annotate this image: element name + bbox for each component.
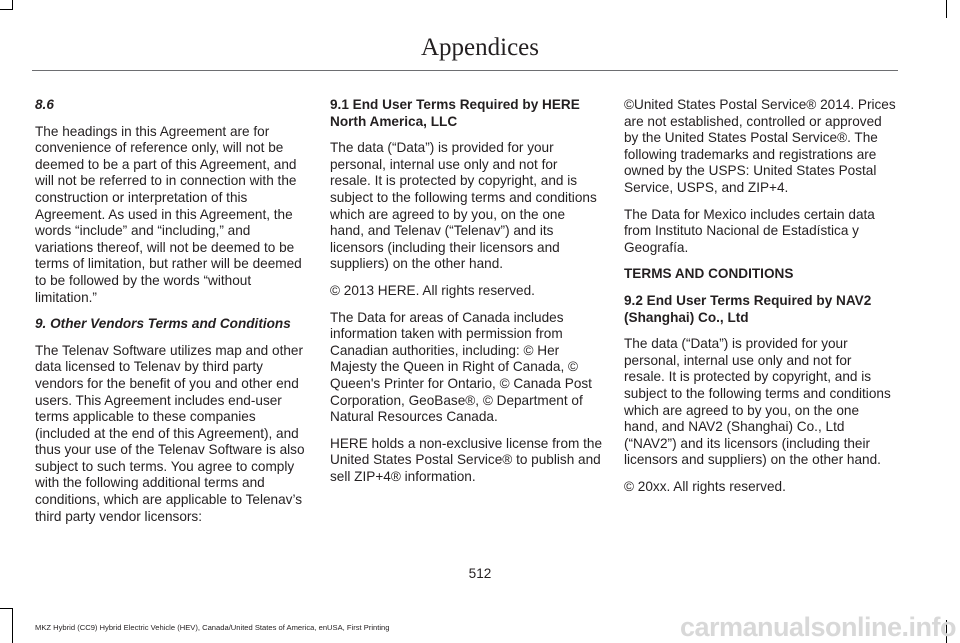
section-heading: 8.6	[35, 97, 54, 112]
text-column-2	[330, 97, 602, 495]
crop-mark-bottom-left-h	[0, 608, 13, 609]
paragraph: ©United States Postal Service® 2014. Prices are not established, controlled or approved by the United States Postal Service®. The following trademarks and registrations are owned by the USPS: United States Postal Service, USPS, and ZIP+4.	[624, 97, 896, 195]
paragraph: The headings in this Agreement are for convenience of reference only, will not be deemed to be a part of this Agreement, and will not be referred to in connection with the construction or interpretation of this Agreement. As used in this Agreement, the words “include” and “including,” and variations thereof, will not be deemed to be terms of limitation, but rather will be deemed to be followed by the words “without limitation.”	[35, 123, 302, 305]
paragraph: The Data for Mexico includes certain data from Instituto Nacional de Estadística y Geografía.	[624, 206, 875, 255]
section-heading: 9.2 End User Terms Required by NAV2 (Shanghai) Co., Ltd	[624, 292, 872, 325]
crop-mark-top-right-v	[946, 0, 947, 18]
footer-text: MKZ Hybrid (CC9) Hybrid Electric Vehicle (HEV), Canada/United States of America, enUSA, First Printing	[35, 623, 390, 632]
page-number: 512	[468, 566, 492, 581]
section-heading: 9.1 End User Terms Required by HERE North America, LLC	[330, 97, 580, 129]
paragraph: © 20xx. All rights reserved.	[624, 478, 786, 494]
paragraph: The Data for areas of Canada includes information taken with permission from Canadian authorities, including: © Her Majesty the Queen in Right of Canada, © Queen's Printer for Ontario, © Canada Post Corporation, GeoBase®, © Department of Natural Resources Canada.	[330, 309, 592, 425]
crop-mark-top-left-v	[12, 0, 13, 10]
section-heading: 9. Other Vendors Terms and Conditions	[35, 316, 291, 332]
paragraph: The data (“Data”) is provided for your personal, internal use only and not for resale. It is protected by copyright, and is subject to the following terms and conditions which are agreed to by you, on the one hand, and NAV2 (Shanghai) Co., Ltd (“NAV2”) and its licensors (including their licensors and suppliers) on the other hand.	[624, 336, 891, 468]
header-divider	[32, 70, 898, 71]
text-column-1	[35, 97, 307, 535]
section-heading: TERMS AND CONDITIONS	[624, 266, 794, 282]
paragraph: © 2013 HERE. All rights reserved.	[330, 282, 535, 298]
crop-mark-bottom-left-v	[12, 608, 13, 643]
paragraph: HERE holds a non-exclusive license from the United States Postal Service® to publish and sell ZIP+4® information.	[330, 435, 603, 484]
paragraph: The data (“Data”) is provided for your personal, internal use only and not for resale. It is protected by copyright, and is subject to the following terms and conditions which are agreed to by you, on the one hand, and Telenav (“Telenav”) and its licensors (including their licensors and suppliers) on the other hand.	[330, 140, 597, 272]
text-column-3	[624, 97, 896, 505]
paragraph: The Telenav Software utilizes map and other data licensed to Telenav by third party vendors for the benefit of you and other end users. This Agreement includes end-user terms applicable to these companies (included at the end of this Agreement), and thus your use of the Telenav Software is also subject to such terms. You agree to comply with the following additional terms and conditions, which are applicable to Telenav’s third party vendor licensors:	[35, 342, 305, 524]
page-title: Appendices	[420, 34, 540, 61]
watermark-logo[interactable]: carmanualsonline.info	[679, 612, 956, 642]
